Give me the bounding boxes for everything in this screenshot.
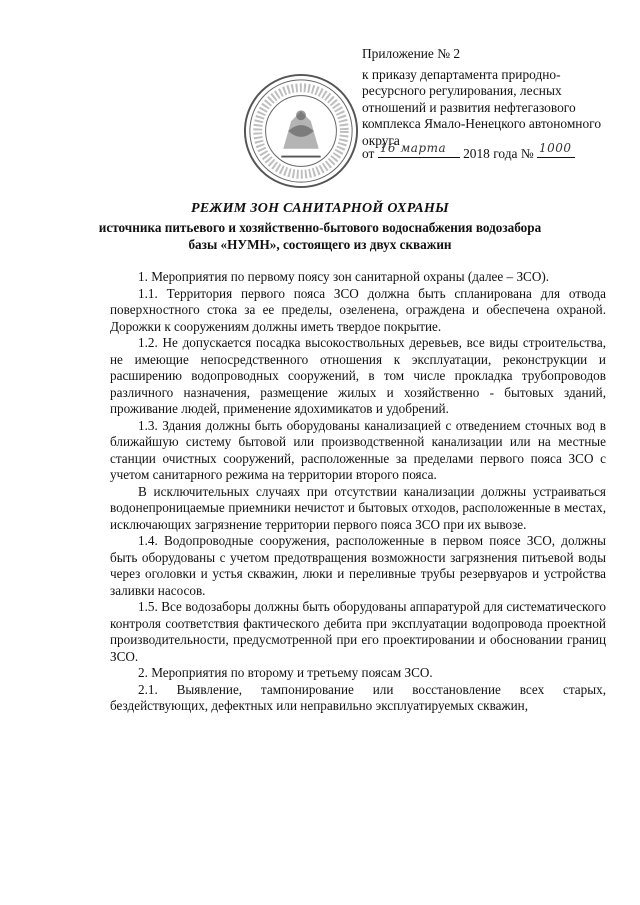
handwritten-date: 16 марта xyxy=(379,141,447,155)
year-text: 2018 года xyxy=(463,146,518,161)
paragraph: 2.1. Выявление, тампонирование или восстановление всех старых, бездействующих, дефектных или неправильно эксплуатируемых скважин, xyxy=(110,681,606,713)
paragraph: 1.3. Здания должны быть оборудованы канализацией с отведением сточных вод в ближайшую систему бытовой или производственной канализации или на местные станции очистных сооружений, расположенные за пределами первого пояса ЗСО с учетом санитарного режима на территории второго пояса. xyxy=(110,417,606,482)
date-prefix: от xyxy=(362,146,375,161)
official-seal-stamp xyxy=(242,72,360,190)
paragraph: 1. Мероприятия по первому поясу зон санитарной охраны (далее – ЗСО). xyxy=(138,269,550,284)
appendix-text: к приказу департамента природно-ресурсного регулирования, лесных отношений и развития нефтегазового комплекса Ямало-Ненецкого автономного округа xyxy=(362,66,602,148)
appendix-block xyxy=(362,46,612,149)
handwritten-number: 1000 xyxy=(538,141,572,155)
paragraph: 1.4. Водопроводные сооружения, расположенные в первом поясе ЗСО, должны быть оборудованы с учетом предотвращения возможности загрязнения питьевой воды через оголовки и устья скважин, люки и переливные трубы резервуаров и устройства заливки насосов. xyxy=(110,533,606,598)
document-body xyxy=(110,269,606,715)
date-blank xyxy=(378,141,460,158)
number-blank xyxy=(537,141,575,158)
appendix-title: Приложение № 2 xyxy=(362,46,461,61)
number-prefix: № xyxy=(520,146,534,161)
document-subtitle: источника питьевого и хозяйственно-бытового водоснабжения водозабора базы «НУМН», состоящего из двух скважин xyxy=(98,220,542,252)
paragraph: 1.1. Территория первого пояса ЗСО должна быть спланирована для отвода поверхностного стока за ее пределы, озеленена, ограждена и обеспечена охраной. Дорожки к сооружениям должны иметь твердое покрытие. xyxy=(110,285,606,334)
paragraph: 1.5. Все водозаборы должны быть оборудованы аппаратурой для систематического контроля соответствия фактического дебита при эксплуатации водопровода проектной производительности, предусмотренной при его проектировании и обосновании границ ЗСО. xyxy=(110,599,606,664)
paragraph: 2. Мероприятия по второму и третьему поясам ЗСО. xyxy=(138,665,433,680)
paragraph: 1.2. Не допускается посадка высокоствольных деревьев, все виды строительства, не имеющие непосредственного отношения к эксплуатации, реконструкции и расширению водопроводных сооружений, в том числе прокладка трубопроводов различного назначения, размещение жилых и хозяйственно - бытовых зданий, проживание людей, применение ядохимикатов и удобрений. xyxy=(110,335,606,416)
order-date-line xyxy=(362,141,575,162)
paragraph: В исключительных случаях при отсутствии канализации должны устраиваться водонепроницаемые приемники нечистот и бытовых отходов, расположенные в местах, исключающих загрязнение территории первого пояса ЗСО при их вывозе. xyxy=(110,483,606,532)
document-title: РЕЖИМ ЗОН САНИТАРНОЙ ОХРАНЫ xyxy=(190,201,450,216)
